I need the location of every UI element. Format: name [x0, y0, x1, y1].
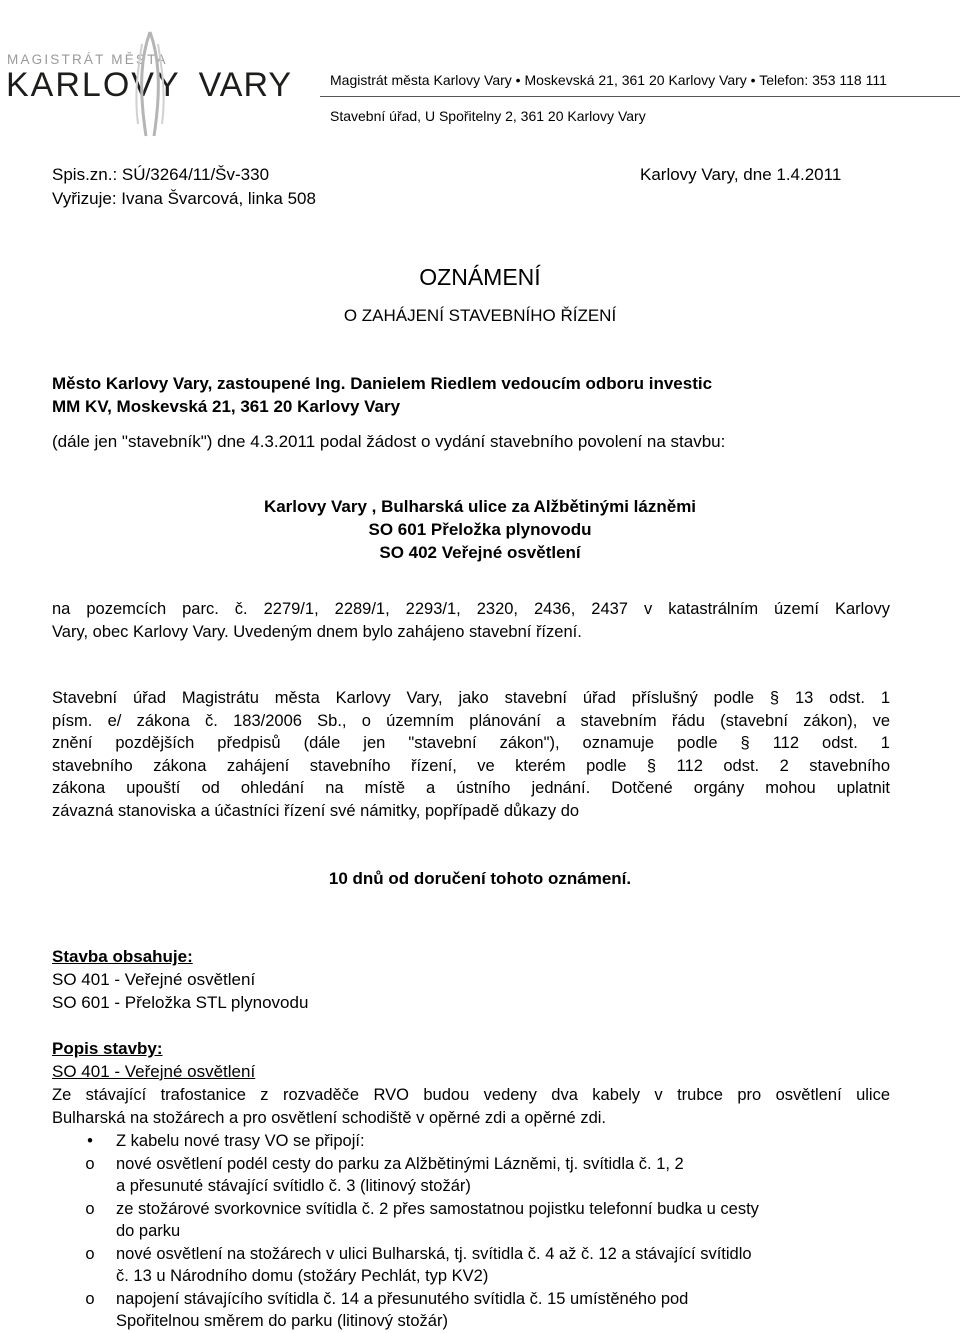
list-item-text: ze stožárové svorkovnice svítidla č. 2 přes samostatnou pojistku telefonní budka u cesty	[116, 1199, 759, 1218]
sub-bullet-icon: o	[85, 1244, 95, 1263]
contents-item-2: SO 601 - Přeložka STL plynovodu	[52, 993, 309, 1012]
parcels-line-2: Vary, obec Karlovy Vary. Uvedeným dnem bylo zahájeno stavební řízení.	[52, 622, 582, 641]
list-item	[80, 1153, 900, 1198]
applicant-line-1: Město Karlovy Vary, zastoupené Ing. Danielem Riedlem vedoucím odboru investic	[52, 374, 713, 393]
file-reference: Spis.zn.: SÚ/3264/11/Šv-330	[52, 165, 270, 184]
sub-bullet-icon: o	[85, 1154, 95, 1173]
sub-bullet-icon: o	[85, 1199, 95, 1218]
list-item-text: nové osvětlení na stožárech v ulici Bulharská, tj. svítidla č. 4 až č. 12 a stávající svítidlo	[116, 1244, 752, 1263]
list-item-text-cont: do parku	[116, 1222, 181, 1240]
project-so601: SO 601 Přeložka plynovodu	[368, 520, 592, 539]
project-so402: SO 402 Veřejné osvětlení	[379, 543, 581, 562]
document-date: Karlovy Vary, dne 1.4.2011	[640, 165, 842, 184]
list-item	[80, 1288, 900, 1333]
contents-heading: Stavba obsahuje:	[52, 947, 193, 966]
description-heading: Popis stavby:	[52, 1039, 163, 1058]
description-paragraph	[52, 1084, 890, 1129]
description-line-2: Bulharská na stožárech a pro osvětlení schodiště v opěrné zdi a opěrné zdi.	[52, 1108, 606, 1127]
case-handler: Vyřizuje: Ivana Švarcová, linka 508	[52, 189, 316, 208]
logo-word-vary: VARY	[198, 66, 293, 104]
logo-word-karlovy: KARLOVY	[6, 66, 181, 104]
list-item	[80, 1243, 900, 1288]
notice-line-6: závazná stanoviska a účastníci řízení své námitky, popřípadě důkazy do	[52, 801, 580, 820]
description-subheading: SO 401 - Veřejné osvětlení	[52, 1062, 256, 1081]
notice-line-2: písm. e/ zákona č. 183/2006 Sb., o územním plánování a stavebním řádu (stavební zákon), ve	[52, 711, 890, 730]
list-item-text-cont: č. 13 u Národního domu (stožáry Pechlát, typ KV2)	[116, 1267, 489, 1285]
parcels-paragraph	[52, 598, 890, 643]
sub-bullet-icon: o	[85, 1289, 95, 1308]
notice-line-1: Stavební úřad Magistrátu města Karlovy Vary, jako stavební úřad příslušný podle § 13 odst. 1	[52, 689, 890, 707]
application-statement: (dále jen "stavebník") dne 4.3.2011 podal žádost o vydání stavebního povolení na stavbu:	[52, 432, 726, 451]
list-item-text: napojení stávajícího svítidla č. 14 a přesunutého svítidla č. 15 umístěného pod	[116, 1289, 689, 1308]
header-office-line: Stavební úřad, U Spořitelny 2, 361 20 Karlovy Vary	[330, 108, 646, 124]
parcels-line-1: na pozemcích parc. č. 2279/1, 2289/1, 2293/1, 2320, 2436, 2437 v katastrálním území Karlovy	[52, 600, 890, 618]
list-item-text: nové osvětlení podél cesty do parku za Alžbětinými Lázněmi, tj. svítidla č. 1, 2	[116, 1154, 684, 1173]
document-title: OZNÁMENÍ	[419, 264, 541, 290]
list-item	[80, 1198, 900, 1243]
connection-list	[80, 1130, 900, 1333]
description-line-1: Ze stávající trafostanice z rozvaděče RVO budou vedeny dva kabely v trubce pro osvětlení ulice	[52, 1086, 890, 1104]
project-location: Karlovy Vary , Bulharská ulice za Alžbětinými lázněmi	[263, 497, 697, 516]
list-item-text: Z kabelu nové trasy VO se připojí:	[116, 1132, 365, 1150]
notice-line-3: znění pozdějších předpisů (dále jen "stavební zákon"), oznamuje podle § 112 odst. 1	[52, 734, 890, 752]
contents-item-1: SO 401 - Veřejné osvětlení	[52, 970, 256, 989]
deadline: 10 dnů od doručení tohoto oznámení.	[328, 869, 632, 888]
list-item-text-cont: a přesunuté stávající svítidlo č. 3 (litinový stožár)	[116, 1177, 471, 1195]
logo-spring-icon	[120, 24, 180, 139]
logo-small-text: MAGISTRÁT MĚSTA	[7, 52, 168, 67]
list-item-text-cont: Spořitelnou směrem do parku (litinový stožár)	[116, 1312, 448, 1330]
bullet-icon: •	[87, 1132, 93, 1150]
applicant-line-2: MM KV, Moskevská 21, 361 20 Karlovy Vary	[52, 397, 401, 416]
notice-paragraph	[52, 687, 890, 822]
header-contact-line: Magistrát města Karlovy Vary • Moskevská 21, 361 20 Karlovy Vary • Telefon: 353 118 111	[330, 72, 887, 88]
notice-line-4: stavebního zákona zahájení stavebního řízení, ve kterém podle § 112 odst. 2 stavebního	[52, 756, 890, 775]
header-divider	[320, 96, 960, 97]
document-subtitle: O ZAHÁJENÍ STAVEBNÍHO ŘÍZENÍ	[343, 306, 617, 325]
list-item	[80, 1130, 900, 1153]
notice-line-5: zákona upouští od ohledání na místě a ústního jednání. Dotčené orgány mohou uplatnit	[52, 779, 890, 797]
